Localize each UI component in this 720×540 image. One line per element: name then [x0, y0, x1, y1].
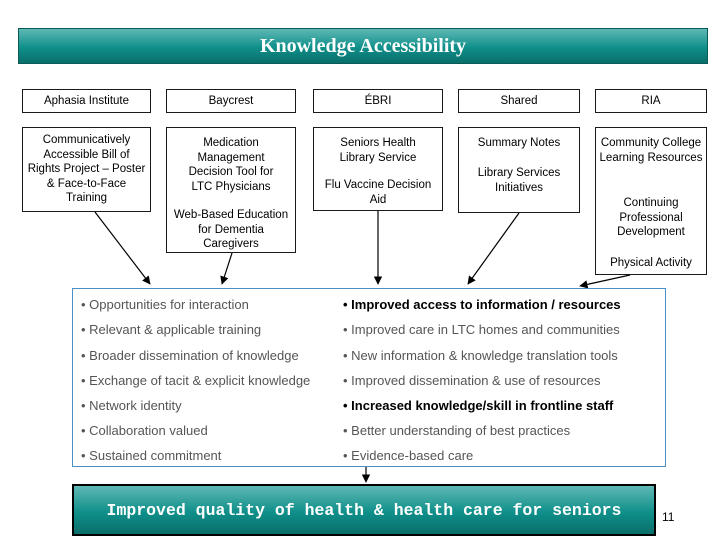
- arrow-ria: [580, 275, 630, 286]
- outcome-left-3: • Broader dissemination of knowledge: [81, 348, 299, 363]
- shared-item-library-initiatives: Library Services Initiatives: [477, 167, 561, 194]
- shared-item-summary-notes: Summary Notes: [477, 137, 561, 149]
- outcome-left-4: • Exchange of tacit & explicit knowledge: [81, 373, 311, 388]
- page-number: 11: [662, 510, 675, 524]
- outcome-right-5: • Increased knowledge/skill in frontline staff: [343, 398, 614, 413]
- header-aphasia-institute: Aphasia Institute: [22, 89, 151, 113]
- outcome-right-6: • Better understanding of best practices: [343, 423, 571, 438]
- header-ebri: ÉBRI: [313, 89, 443, 113]
- header-baycrest: Baycrest: [166, 89, 296, 113]
- outcomes-panel: [72, 288, 666, 467]
- ria-item-college-resources: Community College Learning Resources: [599, 137, 703, 164]
- baycrest-item-web-education: Web-Based Education for Dementia Caregivers: [173, 209, 289, 250]
- arrow-baycrest: [222, 253, 232, 284]
- outcome-right-1: • Improved access to information / resources: [343, 297, 621, 312]
- outcome-left-2: • Relevant & applicable training: [81, 322, 262, 337]
- outcome-left-1: • Opportunities for interaction: [81, 297, 249, 312]
- baycrest-item-medication: Medication Management Decision Tool for LTC Physicians: [188, 137, 274, 193]
- outcome-right-4: • Improved dissemination & use of resources: [343, 373, 601, 388]
- outcome-right-2: • Improved care in LTC homes and communities: [343, 322, 620, 337]
- page-title: Knowledge Accessibility: [259, 34, 467, 57]
- ebri-item-flu-vaccine: Flu Vaccine Decision Aid: [324, 179, 432, 206]
- banner-text: Improved quality of health & health care for seniors: [106, 500, 622, 520]
- ebri-item-library-service: Seniors Health Library Service: [339, 137, 417, 164]
- header-shared: Shared: [458, 89, 580, 113]
- ria-item-physical-activity: Physical Activity: [610, 257, 692, 269]
- outcome-right-3: • New information & knowledge translation tools: [343, 348, 618, 363]
- arrow-aphasia: [95, 212, 150, 284]
- outcome-right-7: • Evidence-based care: [343, 448, 474, 463]
- outcome-left-6: • Collaboration valued: [81, 423, 208, 438]
- outcome-banner: [72, 484, 656, 536]
- outcome-left-7: • Sustained commitment: [81, 448, 222, 463]
- arrow-shared: [468, 213, 519, 284]
- ria-item-professional-development: Continuing Professional Development: [617, 197, 685, 238]
- header-ria: RIA: [595, 89, 707, 113]
- outcome-left-5: • Network identity: [81, 398, 182, 413]
- aphasia-project-box: Communicatively Accessible Bill of Rights Project – Poster & Face-to-Face Training: [22, 127, 151, 212]
